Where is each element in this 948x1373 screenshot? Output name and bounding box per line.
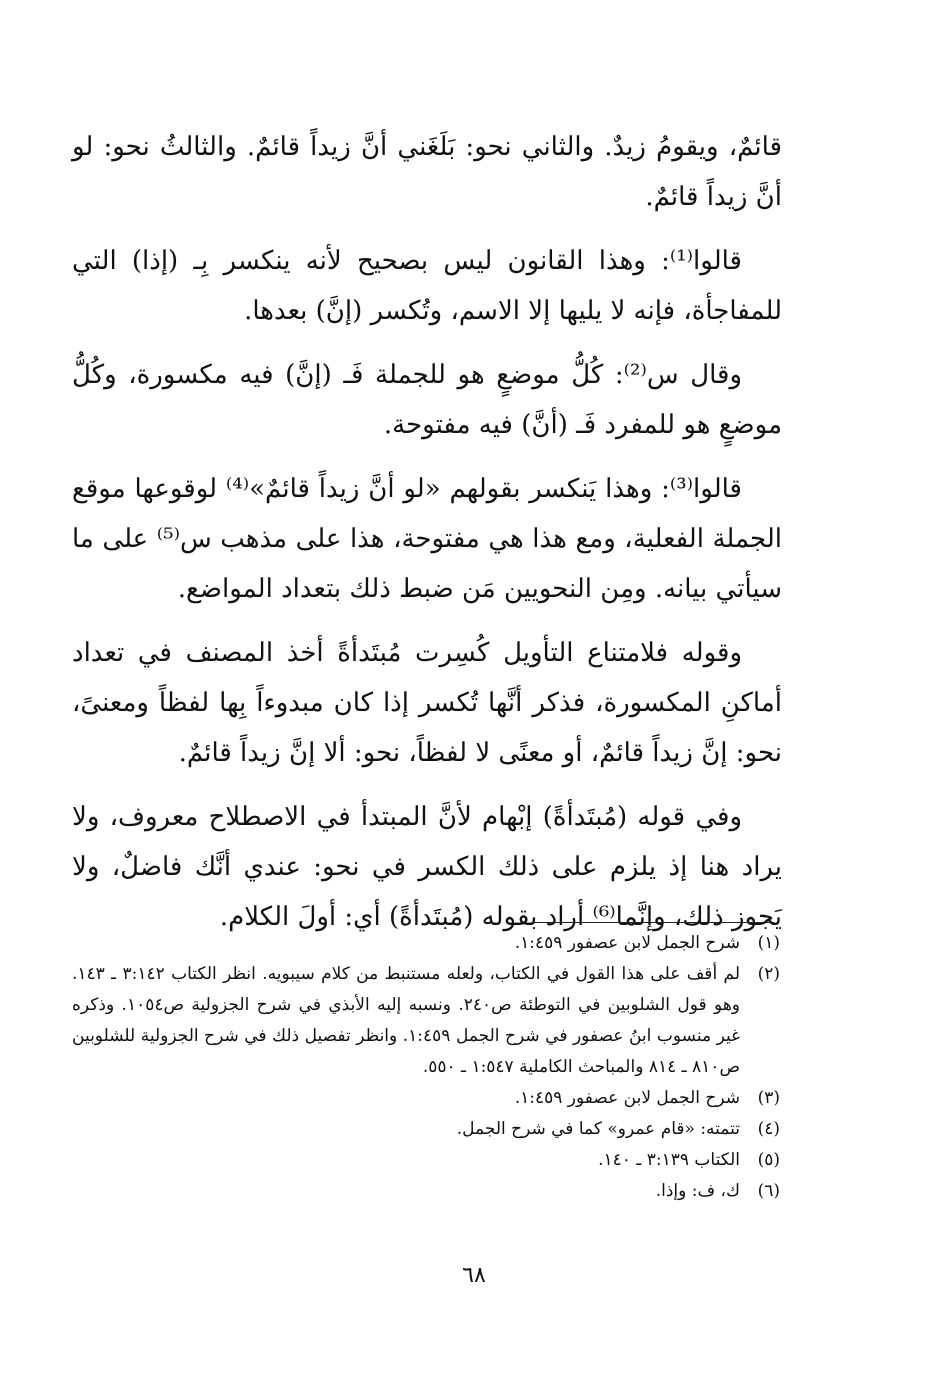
footnote-text: ك، ف: وإذا. [655, 1181, 740, 1201]
footnote-5 [72, 1145, 780, 1176]
footnote-separator [532, 922, 774, 923]
footnote-number: (١) [757, 933, 780, 953]
paragraph-4: قالوا⁽³⁾: وهذا يَنكسر بقولهم «لو أنَّ زيداً قائمٌ»⁽⁴⁾ لوقوعها موقع الجملة الفعلية، ومع هذا هي مفتوحة، هذا على مذهب س⁽⁵⁾ على ما سيأتي بيانه. ومِن النحويين مَن ضبط ذلك بتعداد المواضع. [72, 474, 782, 604]
page-number: ٦٨ [462, 1263, 486, 1288]
paragraph-3: وقال س⁽²⁾: كُلُّ موضعٍ هو للجملة فَـ (إنَّ) فيه مكسورة، وكُلُّ موضعٍ هو للمفرد فَـ (أنَّ) فيه مفتوحة. [72, 360, 782, 440]
footnote-number: (٢) [757, 964, 780, 984]
footnote-4 [72, 1114, 780, 1145]
footnote-1 [72, 928, 780, 959]
footnote-6 [72, 1176, 780, 1207]
footnote-text: الكتاب ٣:١٣٩ ـ ١٤٠. [598, 1150, 740, 1170]
footnote-text: لم أقف على هذا القول في الكتاب، ولعله مستنبط من كلام سيبويه. انظر الكتاب ٣:١٤٢ ـ ١٤٣. وهو قول الشلوبين في التوطئة ص٢٤٠. ونسبه إليه الأبذي في شرح الجزولية ص١٠٥٤. وذكره غير منسوب ابنُ عصفور في شرح الجمل ١:٤٥٩. وانظر تفصيل ذلك في شرح الجزولية للشلوبين ص٨١٠ ـ ٨١٤ والمباحث الكاملية ١:٥٤٧ ـ ٥٥٠. [72, 964, 741, 1077]
footnote-3 [72, 1083, 780, 1114]
footnote-number: (٥) [757, 1150, 780, 1170]
footnote-text: شرح الجمل لابن عصفور ١:٤٥٩. [514, 933, 740, 953]
footnote-number: (٣) [757, 1088, 780, 1108]
footnote-text: تتمته: «قام عمرو» كما في شرح الجمل. [456, 1119, 740, 1139]
paragraph-1: قائمٌ، ويقومُ زيدٌ. والثاني نحو: بَلَغَني أنَّ زيداً قائمٌ. والثالثُ نحو: لو أنَّ زيداً قائمٌ. [72, 132, 782, 212]
main-text [72, 122, 782, 956]
footnote-text: شرح الجمل لابن عصفور ١:٤٥٩. [514, 1088, 740, 1108]
footnote-number: (٤) [757, 1119, 780, 1139]
paragraph-2: قالوا⁽¹⁾: وهذا القانون ليس بصحيح لأنه ينكسر بِـ (إذا) التي للمفاجأة، فإنه لا يليها إلا الاسم، وتُكسر (إنَّ) بعدها. [72, 246, 782, 326]
paragraph-5: وقوله فلامتناع التأويل كُسِرت مُبتَدأةً أخذ المصنف في تعداد أماكنِ المكسورة، فذكر أنَّها تُكسر إذا كان مبدوءاً بِها لفظاً ومعنىً، نحو: إنَّ زيداً قائمٌ، أو معنًى لا لفظاً، نحو: ألا إنَّ زيداً قائمٌ. [72, 638, 782, 768]
footnote-number: (٦) [757, 1181, 780, 1201]
footnote-2 [72, 959, 780, 1083]
footnotes [72, 928, 780, 1207]
paragraph-6: وفي قوله (مُبتَدأةً) إبْهام لأنَّ المبتدأ في الاصطلاح معروف، ولا يراد هنا إذ يلزم على ذلك الكسر في نحو: عندي أنَّك فاضلٌ، ولا يَجوز ذلك، وإنَّما⁽⁶⁾ أراد بقوله (مُبتَدأةً) أي: أولَ الكلام. [72, 802, 782, 932]
